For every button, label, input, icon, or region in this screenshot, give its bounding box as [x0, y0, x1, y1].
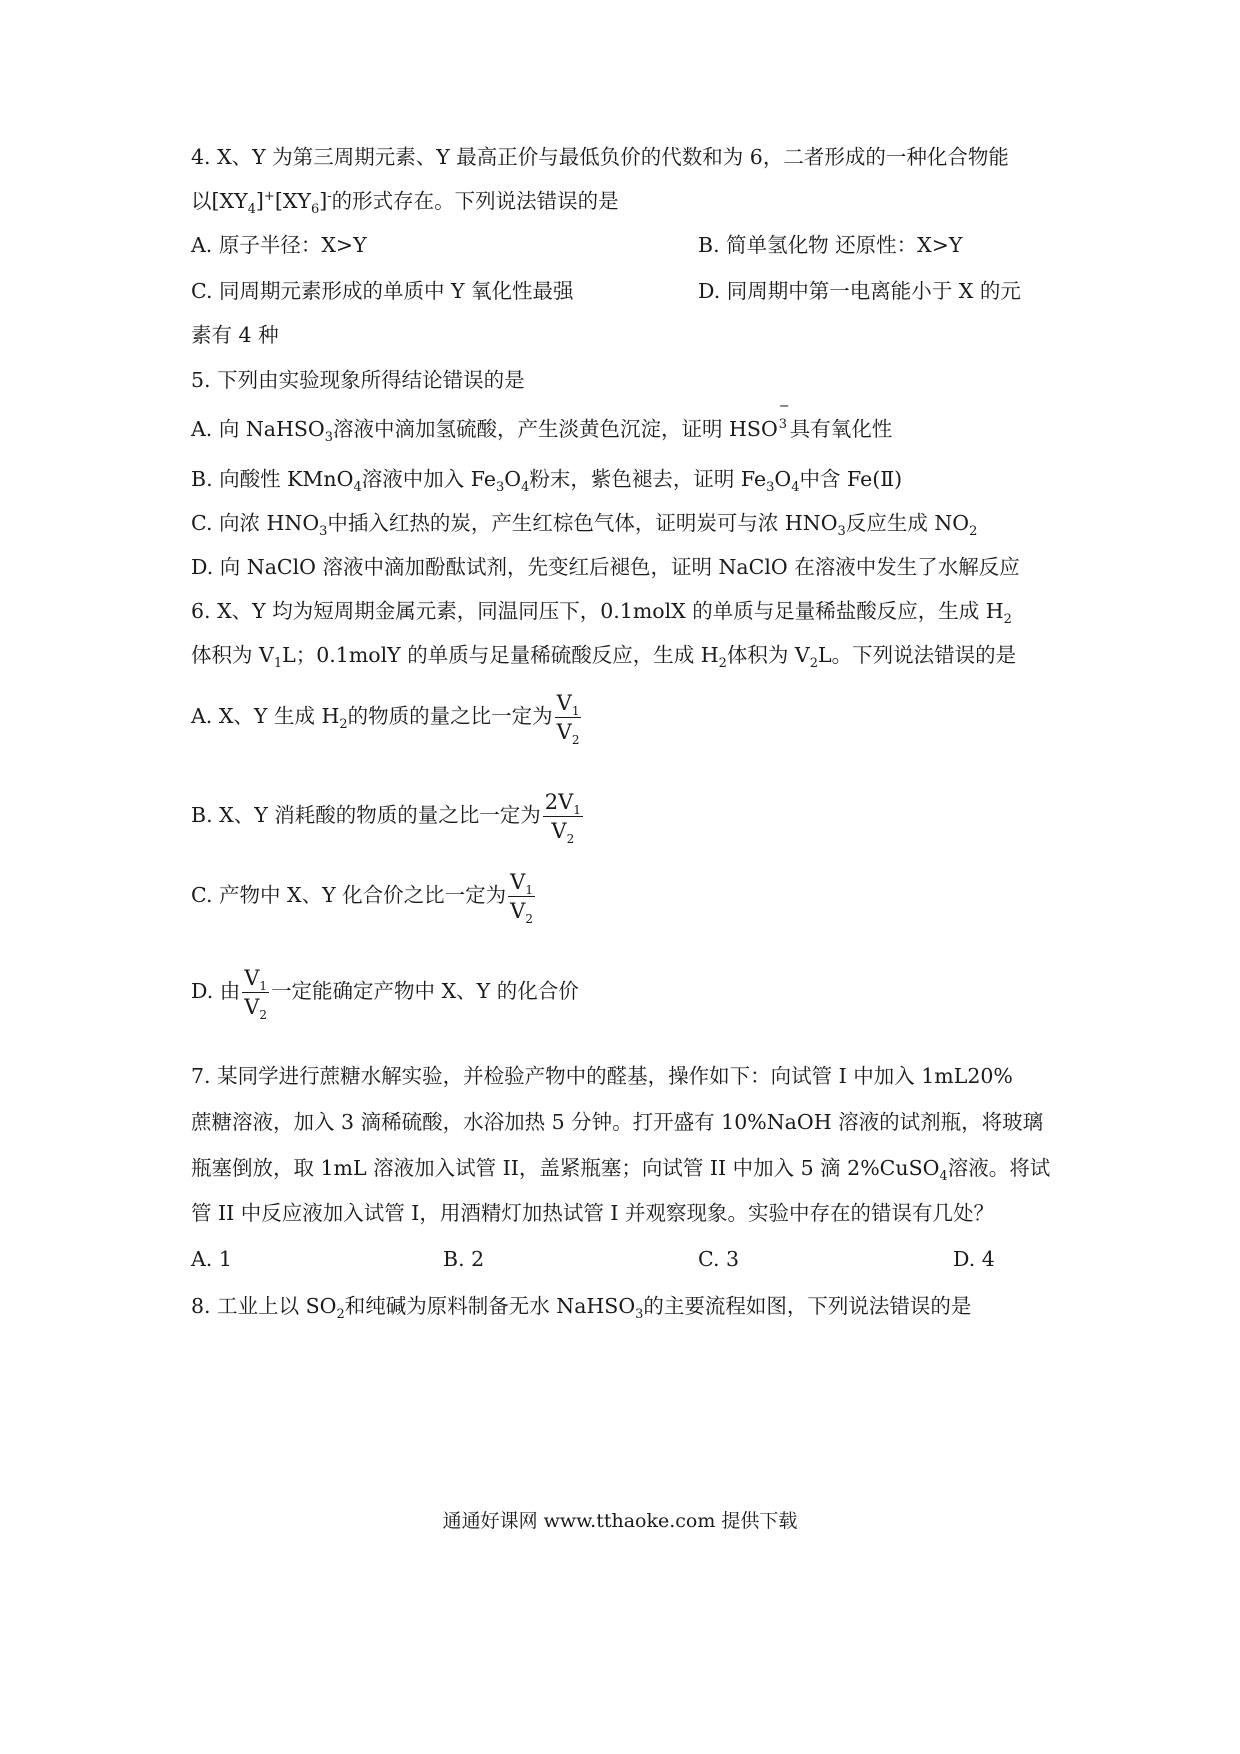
fraction-v1-over-v2: $\frac{V_1}{V_2}$ — [556, 691, 580, 748]
q7-stem-line4: 管 II 中反应液加入试管 I，用酒精灯加热试管 I 并观察现象。实验中存在的错误有几处？ — [191, 1201, 994, 1225]
fraction-v1-over-v2: $\frac{V_1}{V_2}$ — [510, 870, 533, 927]
q7-option-c: C. 3 — [698, 1247, 740, 1271]
q7-option-b: B. 2 — [443, 1247, 485, 1271]
q4-stem-line2: 以$[XY_4]^+[XY_6]^-$的形式存在。下列说法错误的是 — [191, 189, 619, 218]
q7-stem-line3: 瓶塞倒放，取 1mL 溶液加入试管 II，盖紧瓶塞；向试管 II 中加入 5 滴 2%CuSO$_4$溶液。将试 — [191, 1156, 1051, 1185]
q6-stem-line1: 6. X、Y 均为短周期金属元素，同温同压下，0.1molX 的单质与足量稀盐酸反应，生成 $H_2$ — [191, 599, 1012, 628]
q4-option-d-continued: 素有 4 种 — [191, 323, 279, 347]
q6-option-c: C. 产物中 X、Y 化合价之比一定为 $\frac{V_1}{V_2}$ — [191, 870, 533, 927]
q4-option-d: D. 同周期中第一电离能小于 X 的元 — [698, 279, 1021, 303]
q6-option-b: B. X、Y 消耗酸的物质的量之比一定为 $\frac{2V_1}{V_2}$ — [191, 790, 581, 847]
q4-option-a: A. 原子半径：X>Y — [191, 233, 367, 257]
q5-stem: 5. 下列由实验现象所得结论错误的是 — [191, 368, 525, 392]
q6-stem-line2: 体积为 $V_1L$；0.1molY 的单质与足量稀硫酸反应，生成 $H_2$体积为 $V_2L$。下列说法错误的是 — [191, 643, 1017, 672]
q7-option-d: D. 4 — [953, 1247, 995, 1271]
fraction-2v1-over-v2: $\frac{2V_1}{V_2}$ — [544, 790, 581, 847]
q4-option-c: C. 同周期元素形成的单质中 Y 氧化性最强 — [191, 279, 574, 303]
q6-option-d: D. 由 $\frac{V_1}{V_2}$ 一定能确定产物中 X、Y 的化合价 — [191, 966, 579, 1023]
page-footer: 通通好课网 www.tthaoke.com 提供下载 — [442, 1510, 798, 1532]
q4-option-b: B. 简单氢化物 还原性：X>Y — [698, 233, 963, 257]
q4-stem-line1: 4. X、Y 为第三周期元素、Y 最高正价与最低负价的代数和为 6，二者形成的一种化合物能 — [191, 145, 1009, 169]
q5-option-a: A. 向 NaHSO$_3$溶液中滴加氢硫酸，产生淡黄色沉淀，证明 HSO − 3 具有氧化性 — [191, 399, 893, 446]
q7-stem-line1: 7. 某同学进行蔗糖水解实验，并检验产物中的醛基，操作如下：向试管 I 中加入 1mL20% — [191, 1064, 1013, 1088]
q7-stem-line2: 蔗糖溶液，加入 3 滴稀硫酸，水浴加热 5 分钟。打开盛有 10%NaOH 溶液的试剂瓶，将玻璃 — [191, 1110, 1044, 1134]
q8-stem: 8. 工业上以 $SO_2$和纯碱为原料制备无水 NaHSO$_3$的主要流程如图，下列说法错误的是 — [191, 1294, 972, 1323]
q5-option-b: B. 向酸性 KMnO$_4$溶液中加入 $Fe_3O_4$粉末，紫色褪去，证明 $Fe_3O_4$中含 Fe(Ⅱ) — [191, 467, 903, 496]
q6-option-a: A. X、Y 生成 $H_2$的物质的量之比一定为 $\frac{V_1}{V_2}$ — [191, 691, 580, 748]
q5-option-d: D. 向 NaClO 溶液中滴加酚酞试剂，先变红后褪色，证明 NaClO 在溶液中发生了水解反应 — [191, 555, 1020, 579]
fraction-v1-over-v2: $\frac{V_1}{V_2}$ — [244, 966, 268, 1023]
q5-option-c: C. 向浓 $HNO_3$中插入红热的炭，产生红棕色气体，证明炭可与浓 $HNO_3$反应生成 $NO_2$ — [191, 511, 978, 540]
q7-option-a: A. 1 — [191, 1247, 232, 1271]
